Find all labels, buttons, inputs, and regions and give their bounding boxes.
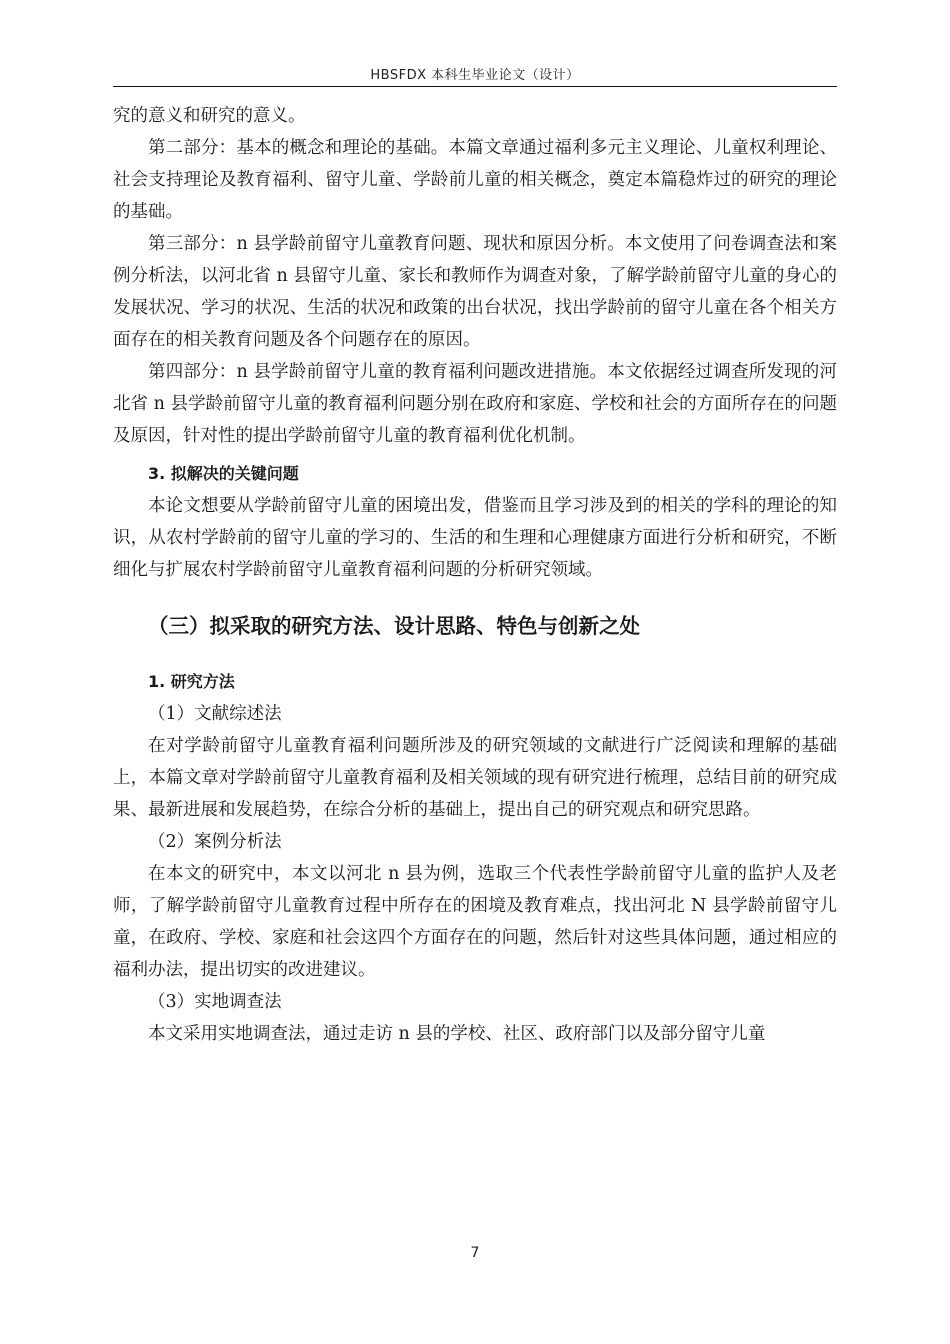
subheading-research-methods: 1. 研究方法 xyxy=(148,672,235,691)
method-item-field: （3）实地调查法 xyxy=(148,992,282,1012)
section-heading-methods: （三）拟采取的研究方法、设计思路、特色与创新之处 xyxy=(148,614,640,638)
method-item-case: （2）案例分析法 xyxy=(148,832,282,852)
paragraph-case-analysis: 在本文的研究中，本文以河北 n 县为例，选取三个代表性学龄前留守儿童的监护人及老师，了解学龄前留守儿童教育过程中所存在的困境及教育难点，找出河北 N 县学龄前留守儿童，在政府、学校、家庭和社会这四个方面存在的问题，然后针对这些具体问题，通过相应的福利办法，提出切实的改进建议。 xyxy=(113,864,837,980)
paragraph-part-four: 第四部分：n 县学龄前留守儿童的教育福利问题改进措施。本文依据经过调查所发现的河北省 n 县学龄前留守儿童的教育福利问题分别在政府和家庭、学校和社会的方面所存在的问题及原因，针对性的提出学龄前留守儿童的教育福利优化机制。 xyxy=(113,362,837,446)
page-number: 7 xyxy=(470,1245,480,1261)
paragraph-literature-review: 在对学龄前留守儿童教育福利问题所涉及的研究领域的文献进行广泛阅读和理解的基础上，本篇文章对学龄前留守儿童教育福利及相关领域的现有研究进行梳理，总结目前的研究成果、最新进展和发展趋势，在综合分析的基础上，提出自己的研究观点和研究思路。 xyxy=(113,736,837,820)
page-body xyxy=(113,100,837,1050)
paragraph-part-two: 第二部分：基本的概念和理论的基础。本篇文章通过福利多元主义理论、儿童权利理论、社会支持理论及教育福利、留守儿童、学龄前儿童的相关概念，奠定本篇稳炸过的研究的理论的基础。 xyxy=(113,138,837,222)
method-item-literature: （1）文献综述法 xyxy=(148,704,282,724)
header-divider xyxy=(113,86,837,87)
paragraph-key-problems: 本论文想要从学龄前留守儿童的困境出发，借鉴而且学习涉及到的相关的学科的理论的知识，从农村学龄前的留守儿童的学习的、生活的和生理和心理健康方面进行分析和研究，不断细化与扩展农村学龄前留守儿童教育福利问题的分析研究领域。 xyxy=(113,496,837,580)
running-header: HBSFDX 本科生毕业论文（设计） xyxy=(370,68,580,83)
paragraph-field-survey: 本文采用实地调查法，通过走访 n 县的学校、社区、政府部门以及部分留守儿童 xyxy=(148,1024,766,1044)
subheading-key-problems: 3. 拟解决的关键问题 xyxy=(148,464,299,483)
paragraph-part-three: 第三部分：n 县学龄前留守儿童教育问题、现状和原因分析。本文使用了问卷调查法和案例分析法，以河北省 n 县留守儿童、家长和教师作为调查对象，了解学龄前留守儿童的身心的发展状况、学习的状况、生活的状况和政策的出台状况，找出学龄前的留守儿童在各个相关方面存在的相关教育问题及各个问题存在的原因。 xyxy=(113,234,837,350)
paragraph-continuation: 究的意义和研究的意义。 xyxy=(113,106,306,126)
